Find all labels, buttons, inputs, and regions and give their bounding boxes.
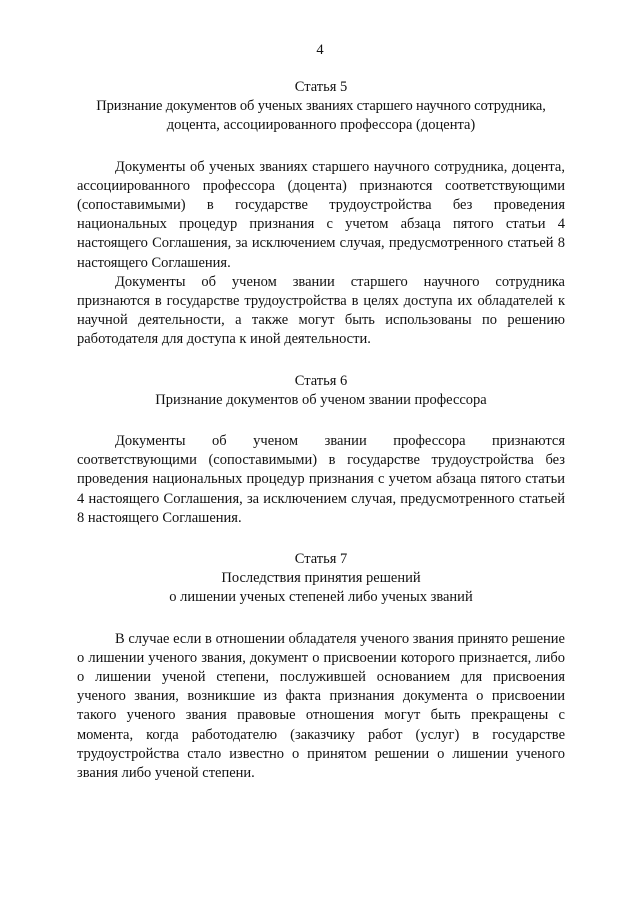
article-title-line: доцента, ассоциированного профессора (доцента) xyxy=(166,117,476,134)
article-heading xyxy=(77,372,565,410)
article-title-line: Признание документов об ученом звании профессора xyxy=(155,391,487,408)
article-6 xyxy=(77,372,565,528)
article-number: Статья 7 xyxy=(294,551,348,568)
article-heading xyxy=(77,78,565,136)
article-heading xyxy=(77,550,565,608)
article-number: Статья 5 xyxy=(294,79,348,95)
article-paragraph: Документы об ученом звании старшего научного сотрудника признаются в государстве трудоустройства в целях доступа их обладателей к научной деятельности, а также могут быть использованы по решению работодателя для доступа к иной деятельности. xyxy=(77,273,565,348)
article-title-line: Последствия принятия решений xyxy=(221,570,421,587)
article-7 xyxy=(77,550,565,783)
article-title-line: о лишении ученых степеней либо ученых званий xyxy=(169,589,473,606)
article-paragraph: Документы об ученом звании профессора признаются соответствующими (сопоставимыми) в государстве трудоустройства без проведения национальных процедур признания с учетом абзаца пятого статьи 4 настоящего Соглашения, за исключением случая, предусмотренного статьей 8 настоящего Соглашения. xyxy=(77,433,565,526)
article-5 xyxy=(77,78,565,350)
article-paragraph: Документы об ученых званиях старшего научного сотрудника, доцента, ассоциированного профессора (доцента) признаются соответствующими (сопоставимыми) в государстве трудоустройства без проведения национальных процедур признания с учетом абзаца пятого статьи 4 настоящего Соглашения, за исключением случая, предусмотренного статьей 8 настоящего Соглашения. xyxy=(77,158,565,271)
page-number: 4 xyxy=(316,42,324,58)
document-body xyxy=(77,78,565,783)
article-paragraph: В случае если в отношении обладателя ученого звания принято решение о лишении ученого звания, документ о присвоении которого признается, либо о лишении ученой степени, послужившей основанием для присвоения ученого звания, возникшие из факта признания документа о присвоении такого ученого звания правовые отношения могут быть прекращены с момента, когда работодателю (заказчику работ (услуг) в государстве трудоустройства стало известно о принятом решении о лишении ученого звания либо ученой степени. xyxy=(77,630,565,782)
article-number: Статья 6 xyxy=(294,372,348,389)
article-title-line: Признание документов об ученых званиях старшего научного сотрудника, xyxy=(96,98,546,115)
